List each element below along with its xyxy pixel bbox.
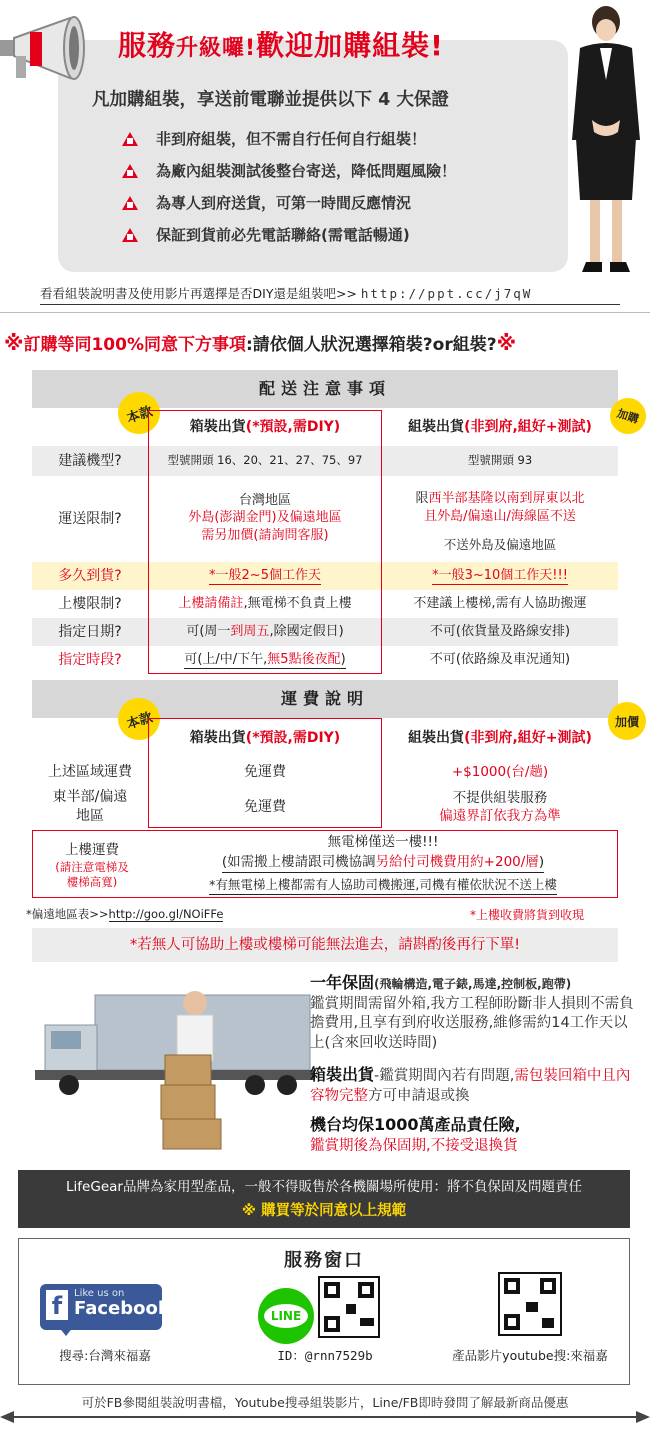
guarantee-text: 保証到貨前必先電話聯絡(需電話暢通) [156, 226, 410, 244]
facebook-badge-tail [58, 1326, 74, 1336]
warranty-block-3 [310, 1114, 640, 1156]
badge-this-item: 本款 [113, 693, 166, 746]
warranty-block-1 [310, 972, 640, 1053]
guarantee-item [122, 192, 411, 213]
col-asm-header [382, 408, 618, 446]
row-box: 免運費 [244, 763, 286, 780]
col-box-header [148, 718, 382, 758]
title-part-a: 服務 [118, 29, 177, 62]
asm-text: *一般3~10個工作天!!! [432, 567, 568, 586]
youtube-qr-code [498, 1272, 562, 1336]
guarantee-item [122, 224, 410, 245]
box-text: 無5點後夜配 [267, 651, 341, 667]
manual-link-url[interactable]: http://ppt.cc/j7qW [360, 286, 533, 301]
box-text: *一般2~5個工作天 [209, 567, 321, 586]
warranty-title: 機台均保1000萬產品責任險, [310, 1115, 521, 1134]
row-asm: 不建議上樓梯,需有人協助搬運 [413, 596, 587, 612]
guarantee-item [122, 160, 456, 181]
col-box-note: (*預設,需DIY) [245, 418, 341, 435]
warranty-title: 箱裝出貨 [310, 1065, 375, 1084]
box-text: 可(上/中/下午, [184, 651, 268, 667]
warning-triangle-icon [122, 228, 138, 242]
upstairs-line2 [150, 852, 616, 874]
asm-line: 限 [415, 491, 429, 507]
box-text: ) [340, 651, 346, 667]
remote-url[interactable]: http://goo.gl/NOiFFe [108, 907, 224, 921]
receptionist-figure [562, 0, 650, 278]
warning-triangle-icon [122, 132, 138, 146]
upstairs-line1: 無電梯僅送一樓!!! [327, 833, 439, 850]
facebook-big-text: Facebook [74, 1298, 170, 1319]
upstairs-note: (請注意電梯及 [55, 859, 129, 874]
row-label: 多久到貨? [58, 567, 122, 584]
row-timeslot [32, 646, 618, 674]
label-line: 地區 [76, 808, 104, 824]
line-qr-code [318, 1276, 380, 1338]
order-notice [4, 330, 648, 355]
row-label: 指定時段? [58, 651, 122, 668]
warranty-body: 鑑賞期後為保固期,不接受退換貨 [310, 1137, 518, 1154]
warranty-title: 一年保固 [310, 973, 375, 992]
warranty-body: 需包裝回箱中且內容物完整 [310, 1068, 631, 1104]
warranty-body: 鑑賞期間需留外箱,我方工程師盼斷非人損則不需負擔費用,且享有到府收送服務,維修需約14工作天以上(含來回收送時間) [310, 995, 634, 1051]
facebook-small-text: Like us on [74, 1288, 125, 1299]
row-label [32, 786, 148, 828]
title-part-c: 歡迎加購組裝! [256, 29, 444, 62]
asm-line: 且外島/偏遠山/海線區不送 [424, 509, 576, 524]
box-text: ,除國定假日) [269, 624, 344, 640]
upstairs-text: (如需搬上樓請跟司機協調 [221, 854, 376, 871]
delivery-band: 配送注意事項 [32, 370, 618, 408]
warning-text: *若無人可協助上樓或樓梯可能無法進去，請斟酌後再行下單! [129, 937, 521, 953]
megaphone-icon [0, 10, 110, 90]
shipping-band: 運費說明 [32, 680, 618, 718]
manual-link-line[interactable] [40, 284, 620, 305]
notice-red-text: 訂購等同100%同意下方事項 [23, 335, 246, 355]
asm-line: 西半部基隆以南到屏東以北 [428, 491, 585, 507]
box-text: 上樓請備註 [178, 596, 244, 612]
guarantee-item [122, 128, 426, 149]
warning-triangle-icon [122, 164, 138, 178]
footer-bar [0, 1410, 650, 1424]
row-asm: 不可(依貨量及路線安排) [429, 624, 571, 640]
guarantee-text: 為專人到府送貨，可第一時間反應情況 [156, 194, 412, 212]
col-asm-note: (非到府,組好+測試) [464, 729, 592, 746]
warranty-parts: (飛輪構造,電子錶,馬達,控制板,跑帶) [374, 977, 572, 991]
row-asm [382, 562, 618, 590]
row-label: 建議機型? [58, 452, 122, 469]
remote-area-link[interactable] [26, 906, 223, 922]
upstairs-text: *有無電梯上樓都需有人協助司機搬運,司機有權依狀況不送上樓 [209, 877, 557, 895]
box-text: 可(周一 [186, 624, 231, 640]
row-asm [382, 482, 618, 534]
row-asm [382, 786, 618, 828]
upstairs-line3 [150, 876, 616, 896]
row-box [148, 618, 382, 646]
notice-mark: ※ [496, 331, 517, 355]
row-box [148, 482, 382, 554]
header-title [118, 24, 558, 64]
row-date [32, 618, 618, 646]
notice-mark: ※ [4, 331, 24, 355]
delivery-truck-illustration [25, 975, 315, 1150]
lifegear-line1: LifeGear品牌為家用型產品，一般不得販售於各機關場所使用：將不負保固及問題責任 [66, 1179, 582, 1195]
line-logo-text: LINE [264, 1304, 308, 1328]
col-box-title: 箱裝出貨 [189, 729, 246, 746]
row-label: 運送限制? [58, 510, 122, 527]
row-box [148, 590, 382, 618]
col-asm-title: 組裝出貨 [408, 729, 465, 746]
badge-addon: 加購 [605, 393, 650, 438]
notice-text: :請依個人狀況選擇箱裝?or組裝? [245, 335, 497, 355]
asm-line: 不送外島及偏遠地區 [443, 536, 557, 552]
upstairs-title: 上樓運費 [65, 842, 119, 859]
upstairs-cod-note: *上樓收費將貨到收現 [470, 908, 585, 922]
row-upstairs-limit [32, 590, 618, 618]
upstairs-label [34, 838, 150, 894]
col-asm-note: (非到府,組好+測試) [464, 418, 592, 435]
footer-text: 可於FB參閱組裝說明書檔，Youtube搜尋組裝影片，Line/FB即時發問了解最新商品優惠 [81, 1395, 569, 1410]
box-text: ,無電梯不負責上樓 [243, 596, 352, 612]
service-title: 服務窗口 [284, 1250, 364, 1271]
badge-addon-price: 加價 [608, 702, 646, 740]
upstairs-text: ) [538, 854, 545, 871]
row-asm: 不可(依路線及車況通知) [429, 652, 571, 668]
title-part-b: 升級囉! [176, 36, 257, 61]
youtube-search-label: 產品影片youtube搜:來福嘉 [452, 1348, 608, 1363]
row-label: 指定日期? [58, 623, 122, 640]
lifegear-notice [18, 1170, 630, 1228]
asm-line: 偏遠界訂依我方為準 [439, 808, 561, 824]
row-label: 上述區域運費 [48, 763, 132, 780]
row-model [32, 446, 618, 476]
remote-text: *偏遠地區表>> [26, 907, 109, 921]
line-id-label: ID：@rnn7529b [277, 1348, 373, 1363]
row-box [148, 562, 382, 590]
col-box-title: 箱裝出貨 [189, 418, 246, 435]
label-line: 東半部/偏遠 [52, 789, 128, 806]
upstairs-note: 樓梯高寬) [66, 875, 118, 890]
warranty-body: 方可申請退或換 [368, 1087, 470, 1104]
box-line: 需另加價(請詢問客服) [201, 527, 329, 543]
warning-triangle-icon [122, 196, 138, 210]
box-line: 台灣地區 [238, 492, 291, 508]
guarantee-text: 非到府組裝，但不需自行任何自行組裝！ [156, 130, 427, 148]
row-label: 上樓限制? [58, 595, 122, 612]
box-line: 外島(澎湖金門)及偏遠地區 [188, 510, 342, 526]
badge-this-item: 本款 [113, 387, 166, 440]
shipping-row-remote [32, 786, 618, 828]
lifegear-line2: ※ 購買等於同意以上規範 [241, 1202, 407, 1219]
row-box: 型號開頭 16、20、21、27、75、97 [167, 453, 363, 468]
row-arrival [32, 562, 618, 590]
shipping-row-area [32, 758, 618, 786]
facebook-f-icon: f [46, 1290, 68, 1320]
col-asm-header [382, 718, 618, 758]
row-shipping-limit [32, 476, 618, 562]
row-box: 免運費 [244, 798, 286, 815]
row-asm: 型號開頭 93 [467, 453, 533, 468]
upstairs-text: 另給付司機費用約+200/層 [375, 854, 539, 871]
warranty-body: -鑑賞期間內若有問題, [374, 1068, 515, 1084]
manual-link-text: 看看組裝說明書及使用影片再選擇是否DIY還是組裝吧>> [40, 286, 361, 301]
warranty-block-2 [310, 1064, 640, 1106]
col-asm-title: 組裝出貨 [408, 418, 465, 435]
col-box-note: (*預設,需DIY) [245, 729, 341, 746]
asm-line: 不提供組裝服務 [452, 789, 548, 806]
box-text: 到周五 [230, 624, 270, 640]
row-box [148, 646, 382, 674]
guarantee-text: 為廠內組裝測試後整台寄送，降低問題風險！ [156, 162, 457, 180]
header-subtitle: 凡加購組裝，享送前電聯並提供以下 4 大保證 [92, 90, 449, 110]
divider [0, 312, 650, 313]
facebook-search-label: 搜尋:台灣來福嘉 [59, 1348, 151, 1363]
row-asm: +$1000(台/趟) [451, 763, 549, 780]
col-box-header [148, 408, 382, 446]
